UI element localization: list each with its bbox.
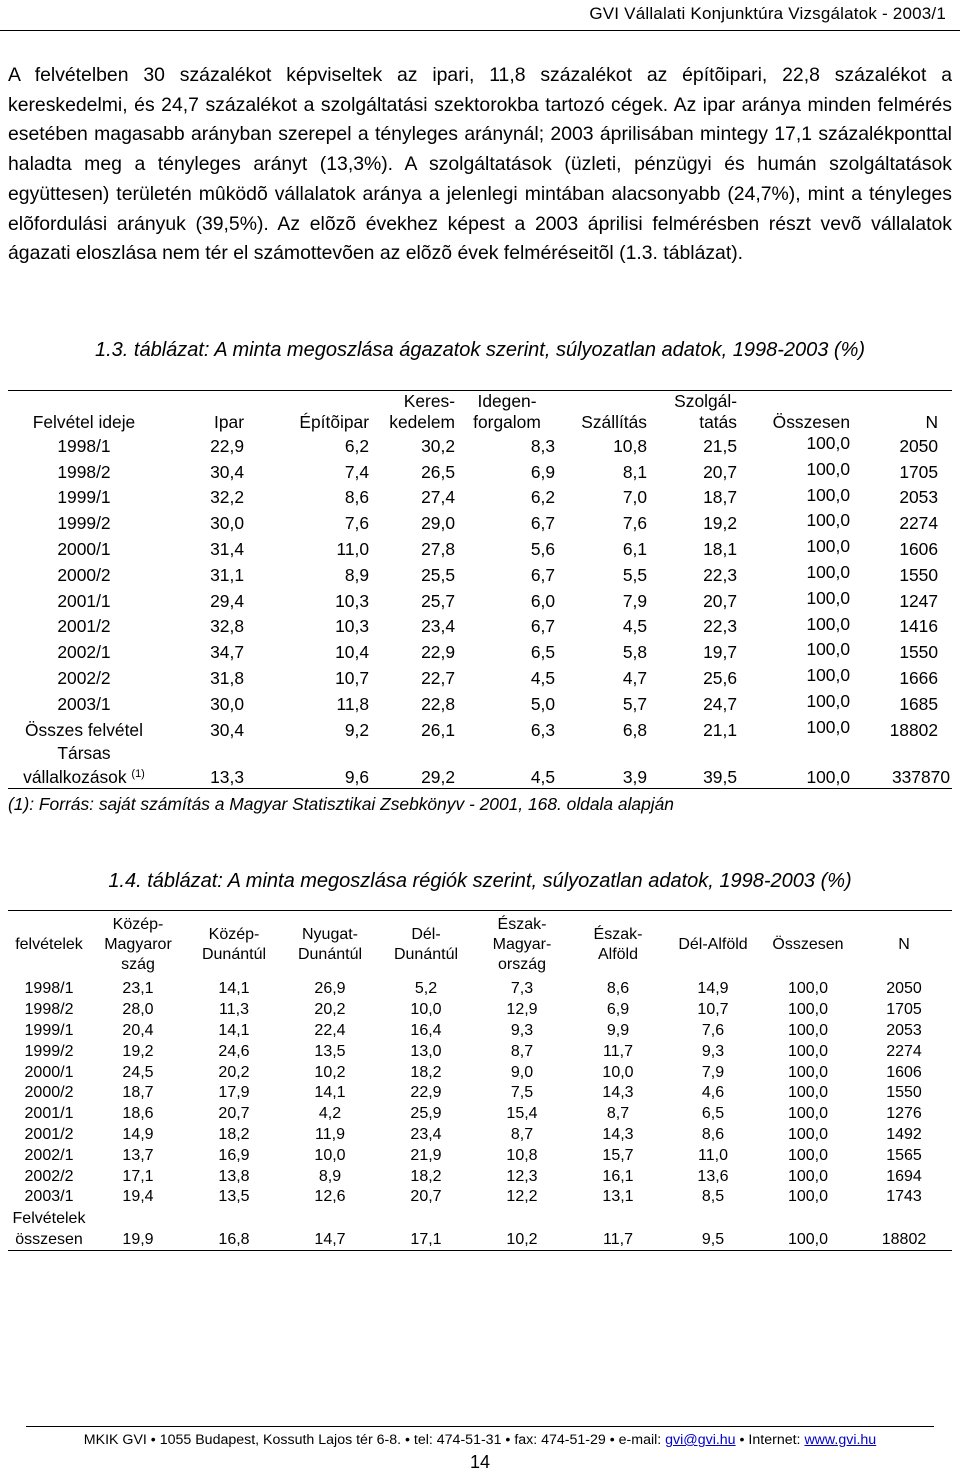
row-label: 2001/2 [57,616,111,637]
table-cell: 6,2 [344,435,369,456]
table-cell: 100,0 [739,743,852,789]
table-cell: 1550 [899,642,938,663]
table-cell: 1606 [899,539,938,560]
row-label: 2002/1 [24,1146,74,1164]
col-header-kereskedelem: Keres- kedelem [389,391,455,432]
table-cell: 100,0 [806,484,850,505]
row-label: 1998/2 [57,461,111,482]
table-cell: 20,7 [703,461,737,482]
table-cell: 13,5 [314,1042,346,1060]
table-cell: 12,6 [314,1188,346,1206]
table-cell: 100,0 [787,1167,829,1185]
table-row [8,1041,952,1062]
table-cell: 30,0 [210,693,244,714]
table-cell: 17,9 [218,1084,250,1102]
row-label: 2003/1 [24,1188,74,1206]
table-row [8,743,952,789]
table-cell: 25,7 [421,590,455,611]
table-cell: 15,7 [602,1146,634,1164]
table-cell: 7,0 [622,487,647,508]
table-cell: 12,2 [506,1188,538,1206]
table-cell: 9,9 [606,1021,630,1039]
table-cell: 7,9 [701,1063,725,1081]
table-row [8,1166,952,1187]
table-cell: 22,3 [703,616,737,637]
table-cell: 3,9 [557,743,649,789]
table-cell: 22,9 [210,435,244,456]
table-cell: 1416 [899,616,938,637]
table-cell: 100,0 [787,1042,829,1060]
table-row [8,1208,952,1251]
table-row [8,1125,952,1146]
table-row [8,979,952,1000]
table-cell: 6,1 [622,539,647,560]
table-cell: 8,6 [701,1125,725,1143]
table-cell: 10,2 [314,1063,346,1081]
col-header-n: N [898,936,910,953]
table-cell: 14,3 [602,1125,634,1143]
table-cell: 1550 [899,564,938,585]
table-cell: 31,1 [210,564,244,585]
table-cell: 19,4 [122,1188,154,1206]
table-cell: 31,4 [210,539,244,560]
footer-rule [26,1426,934,1427]
table-cell: 4,2 [318,1105,342,1123]
table-cell: 100,0 [806,639,850,660]
table-cell: 100,0 [806,716,850,737]
col-header-osszesen: Összesen [772,412,850,432]
table-row [8,433,952,459]
col-header-szolgaltatas: Szolgál- tatás [674,391,737,432]
col-header-epitoipar: Építõipar [299,412,369,432]
table-row [8,665,952,691]
table-cell: 21,5 [703,435,737,456]
email-link[interactable]: gvi@gvi.hu [665,1432,736,1448]
table-cell: 22,7 [421,668,455,689]
table-1-footnote: (1): Forrás: saját számítás a Magyar Statisztikai Zsebkönyv - 2001, 168. oldala alapján [8,794,674,814]
table-cell: 28,0 [122,1001,154,1019]
table-cell: 2050 [899,435,938,456]
table-cell: 100,0 [760,1208,856,1251]
table-cell: 1247 [899,590,938,611]
table-cell: 19,2 [703,513,737,534]
page-header: GVI Vállalati Konjunktúra Vizsgálatok - 2003/1 [589,4,946,23]
table-cell: 19,2 [122,1042,154,1060]
table-row [8,1104,952,1125]
table-cell: 11,8 [336,693,369,714]
col-header-del-alfold: Dél-Alföld [678,936,748,953]
table-cell: 18,2 [410,1167,442,1185]
table-cell: 100,0 [806,587,850,608]
table-cell: 6,9 [606,1001,630,1019]
table-cell: 8,3 [530,435,555,456]
table-cell: 10,2 [474,1208,570,1251]
table-cell: 13,8 [218,1167,250,1185]
row-label: 1998/1 [24,980,74,998]
table-cell: 32,8 [210,616,244,637]
table-cell: 2050 [886,980,922,998]
table-cell: 1705 [899,461,938,482]
table-cell: 1276 [886,1105,922,1123]
table-cell: 6,5 [701,1105,725,1123]
table-cell: 1606 [886,1063,922,1081]
table-row [8,459,952,485]
row-label-total: Felvételek összesen [8,1208,90,1251]
table-cell: 8,6 [606,980,630,998]
row-label: 1999/2 [24,1042,74,1060]
table-cell: 18,2 [218,1125,250,1143]
table-cell: 16,1 [602,1167,634,1185]
table-cell: 10,4 [335,642,369,663]
table-cell: 10,8 [506,1146,538,1164]
col-header-eszak-magyarorszag: Észak- Magyar- ország [492,916,552,973]
table-cell: 1492 [886,1125,922,1143]
table-cell: 19,9 [90,1208,186,1251]
table-cell: 6,3 [530,719,555,740]
table-cell: 13,1 [602,1188,634,1206]
row-label: 1999/1 [57,487,111,508]
table-1-caption: 1.3. táblázat: A minta megoszlása ágazatok szerint, súlyozatlan adatok, 1998-2003 (%) [94,339,866,361]
row-label: 1998/2 [24,1001,74,1019]
sector-distribution-table [8,390,952,789]
table-row [8,1062,952,1083]
table-cell: 20,4 [122,1021,154,1039]
table-cell: 5,7 [622,693,647,714]
table-cell: 30,4 [210,719,244,740]
table-cell: 5,2 [414,980,438,998]
table-cell: 7,3 [510,980,534,998]
row-label-tarsas: Társas vállalkozások $^{(1)}$ [8,743,160,789]
col-header-kozep-magyarorszag: Közép- Magyaror szág [104,916,172,973]
table-cell: 2053 [886,1021,922,1039]
table-cell: 14,7 [282,1208,378,1251]
col-header-felvetel-ideje: Felvétel ideje [32,412,136,432]
table-cell: 100,0 [787,980,829,998]
table-cell: 11,7 [570,1208,666,1251]
table-cell: 30,0 [210,513,244,534]
table-cell: 1565 [886,1146,922,1164]
table-cell: 9,0 [510,1063,534,1081]
table-cell: 8,5 [701,1188,725,1206]
table-cell: 24,6 [218,1042,250,1060]
table-cell: 6,9 [530,461,555,482]
table-cell: 100,0 [806,536,850,557]
table-cell: 20,2 [314,1001,346,1019]
table-cell: 29,4 [210,590,244,611]
table-cell: 8,6 [344,487,369,508]
row-label: 2000/1 [24,1063,74,1081]
table-cell: 7,5 [510,1084,534,1102]
table-cell: 26,5 [421,461,455,482]
table-cell: 14,9 [122,1125,154,1143]
table-cell: 1743 [886,1188,922,1206]
table-row [8,691,952,717]
table-cell: 23,1 [122,980,154,998]
row-label: 2000/2 [24,1084,74,1102]
table-row [8,614,952,640]
table-2-caption: 1.4. táblázat: A minta megoszlása régiók szerint, súlyozatlan adatok, 1998-2003 (%) [108,870,852,892]
table-cell: 14,3 [602,1084,634,1102]
col-header-ipar: Ipar [214,412,244,432]
table-cell: 1550 [886,1084,922,1102]
table-cell: 9,3 [510,1021,534,1039]
table-cell: 5,6 [530,539,555,560]
row-label: 2002/2 [24,1167,74,1185]
row-label: 2001/1 [24,1105,74,1123]
col-header-felvetelek: felvételek [15,936,83,953]
row-label: 2001/2 [24,1125,74,1143]
table-cell: 100,0 [787,1084,829,1102]
table-cell: 29,0 [421,513,455,534]
table-cell: 10,0 [314,1146,346,1164]
table-row [8,536,952,562]
table-cell: 100,0 [787,1105,829,1123]
table-cell: 20,2 [218,1063,250,1081]
table-cell: 8,9 [344,564,369,585]
footer-text: MKIK GVI • 1055 Budapest, Kossuth Lajos tér 6-8. • tel: 474-51-31 • fax: 474-51-29 • e-mail: [83,1432,666,1448]
table-row [8,639,952,665]
table-cell: 16,8 [186,1208,282,1251]
table-cell: 100,0 [787,1188,829,1206]
table-cell: 100,0 [806,433,850,453]
table-cell: 13,3 [160,743,246,789]
row-label: 2002/1 [57,642,111,663]
table-cell: 25,5 [421,564,455,585]
region-distribution-table [8,910,952,1251]
table-cell: 24,5 [122,1063,154,1081]
col-header-kozep-dunantul: Közép- Dunántúl [201,926,267,963]
table-cell: 10,0 [602,1063,634,1081]
table-cell: 31,8 [210,668,244,689]
table-cell: 5,0 [530,693,555,714]
table-cell: 10,7 [335,668,369,689]
table-cell: 13,6 [697,1167,729,1185]
table-cell: 100,0 [787,1146,829,1164]
table-cell: 2274 [899,513,938,534]
table-cell: 10,7 [697,1001,729,1019]
website-link[interactable]: www.gvi.hu [804,1432,877,1448]
table-cell: 7,6 [622,513,647,534]
table-cell: 100,0 [787,1063,829,1081]
table-cell: 2274 [886,1042,922,1060]
row-label: Összes felvétel [25,719,143,740]
col-header-n: N [925,412,938,432]
table-row [8,510,952,536]
table-cell: 4,7 [622,668,647,689]
table-cell: 100,0 [787,1125,829,1143]
table-cell: 4,6 [701,1084,725,1102]
table-cell: 26,1 [421,719,455,740]
table-cell: 337870 [852,743,952,789]
table-cell: 12,9 [506,1001,538,1019]
row-label: 1999/2 [57,513,111,534]
table-cell: 100,0 [806,613,850,634]
table-cell: 16,9 [218,1146,250,1164]
row-label: 2001/1 [57,590,111,611]
table-cell: 4,5 [530,668,555,689]
row-label: 2000/1 [57,539,111,560]
table-cell: 8,7 [606,1105,630,1123]
row-label: 2000/2 [57,564,111,585]
table-cell: 14,1 [314,1084,346,1102]
table-cell: 18,6 [122,1105,154,1123]
table-cell: 32,2 [210,487,244,508]
table-cell: 100,0 [787,1021,829,1039]
table-cell: 1694 [886,1167,922,1185]
table-cell: 18,1 [703,539,737,560]
table-cell: 18,2 [410,1063,442,1081]
table-cell: 20,7 [410,1188,442,1206]
table-cell: 7,9 [622,590,647,611]
page-footer [0,1432,960,1448]
table-cell: 34,7 [210,642,244,663]
page-number: 14 [469,1452,491,1472]
table-cell: 9,3 [701,1042,725,1060]
table-cell: 100,0 [806,690,850,711]
table-cell: 39,5 [649,743,739,789]
col-header-idegenforgalom: Idegen- forgalom [473,391,541,432]
table-cell: 11,3 [219,1001,249,1019]
table-cell: 18,7 [703,487,737,508]
table-cell: 18802 [889,719,938,740]
table-cell: 6,8 [622,719,647,740]
table-cell: 29,2 [371,743,457,789]
table-cell: 11,9 [315,1125,345,1143]
table-cell: 14,9 [697,980,729,998]
table-cell: 4,5 [457,743,557,789]
table-row [8,1187,952,1208]
table-cell: 11,7 [603,1042,633,1060]
table-cell: 8,7 [510,1125,534,1143]
table-cell: 13,0 [410,1042,442,1060]
row-label: 2002/2 [57,668,111,689]
table-cell: 21,9 [410,1146,442,1164]
table-row [8,1021,952,1042]
table-cell: 6,2 [530,487,555,508]
table-cell: 14,1 [218,980,250,998]
table-cell: 7,4 [344,461,369,482]
table-2-header-row [8,911,952,980]
table-cell: 6,0 [530,590,555,611]
table-cell: 25,6 [703,668,737,689]
table-cell: 8,7 [510,1042,534,1060]
table-cell: 10,3 [335,616,369,637]
table-cell: 15,4 [506,1105,538,1123]
table-cell: 9,6 [246,743,371,789]
table-cell: 22,4 [314,1021,346,1039]
table-row [8,588,952,614]
table-cell: 11,0 [698,1146,728,1164]
table-cell: 27,4 [421,487,455,508]
table-cell: 20,7 [218,1105,250,1123]
table-cell: 13,5 [218,1188,250,1206]
table-cell: 5,5 [622,564,647,585]
row-label: 1998/1 [57,435,111,456]
table-cell: 13,7 [122,1146,154,1164]
table-cell: 5,8 [622,642,647,663]
table-cell: 19,7 [703,642,737,663]
table-row [8,1083,952,1104]
table-row [8,717,952,743]
table-cell: 11,0 [336,539,369,560]
table-cell: 27,8 [421,539,455,560]
table-cell: 2053 [899,487,938,508]
table-cell: 100,0 [806,561,850,582]
table-cell: 6,7 [530,564,555,585]
table-cell: 25,9 [410,1105,442,1123]
table-row [8,562,952,588]
table-cell: 1685 [899,693,938,714]
table-1-header-row [8,391,952,434]
table-cell: 6,7 [530,513,555,534]
table-cell: 1666 [899,668,938,689]
table-row [8,1000,952,1021]
table-cell: 22,9 [410,1084,442,1102]
table-cell: 16,4 [410,1021,442,1039]
table-cell: 10,0 [410,1001,442,1019]
table-row [8,485,952,511]
table-cell: 21,1 [703,719,737,740]
table-cell: 30,4 [210,461,244,482]
table-cell: 8,9 [318,1167,342,1185]
table-cell: 12,3 [506,1167,538,1185]
table-cell: 17,1 [122,1167,154,1185]
col-header-osszesen: Összesen [772,936,844,953]
table-cell: 6,7 [530,616,555,637]
table-cell: 22,9 [421,642,455,663]
col-header-eszak-alfold: Észak- Alföld [593,926,643,963]
row-label: 2003/1 [57,693,111,714]
table-cell: 1705 [886,1001,922,1019]
table-cell: 7,6 [344,513,369,534]
table-cell: 9,2 [344,719,369,740]
table-cell: 30,2 [421,435,455,456]
col-header-del-dunantul: Dél- Dunántúl [393,926,459,963]
table-cell: 4,5 [622,616,647,637]
table-cell: 22,3 [703,564,737,585]
header-rule [0,30,960,31]
table-cell: 10,8 [613,435,647,456]
col-header-szallitas: Szállítás [581,412,647,432]
table-cell: 100,0 [787,1001,829,1019]
table-cell: 6,5 [530,642,555,663]
table-cell: 18,7 [122,1084,154,1102]
table-cell: 8,1 [622,461,647,482]
table-cell: 18802 [856,1208,952,1251]
table-cell: 100,0 [806,510,850,531]
table-cell: 9,5 [666,1208,760,1251]
table-cell: 23,4 [421,616,455,637]
table-cell: 14,1 [218,1021,250,1039]
body-paragraph: A felvételben 30 százalékot képviseltek az ipari, 11,8 százalékot az építõipari, 22,8 százalékot a kereskedelmi, és 24,7 százalékot a szolgáltatási szektorokba tartozó cégek. Az ipar aránya minden felmérés esetében magasabb arányban szerepel a tényleges aránynál; 2003 áprilisában mintegy 17,1 százalékponttal haladta meg a tényleges arányt (13,3%). A szolgáltatások (üzleti, pénzügyi és humán szolgáltatások együttesen) területén mûködõ vállalatok aránya a jelenlegi mintában alacsonyabb (24,7%), mint a tényleges elõfordulási arányuk (39,5%). Az elõzõ évekhez képest a 2003 áprilisi felmérésben részt vevõ vállalatok ágazati eloszlása nem tér el számottevõen az elõzõ évek felméréseitõl (1.3. táblázat). [8,64,952,265]
table-cell: 23,4 [410,1125,442,1143]
table-cell: 20,7 [703,590,737,611]
table-row [8,1145,952,1166]
table-cell: 22,8 [421,693,455,714]
footer-internet-label: • Internet: [735,1432,805,1448]
table-cell: 17,1 [378,1208,474,1251]
col-header-nyugat-dunantul: Nyugat- Dunántúl [297,926,363,963]
table-cell: 100,0 [806,665,850,686]
table-cell: 26,9 [314,980,346,998]
table-cell: 10,3 [335,590,369,611]
table-cell: 24,7 [703,693,737,714]
table-cell: 100,0 [806,458,850,479]
row-label: 1999/1 [24,1021,74,1039]
table-cell: 7,6 [701,1021,725,1039]
